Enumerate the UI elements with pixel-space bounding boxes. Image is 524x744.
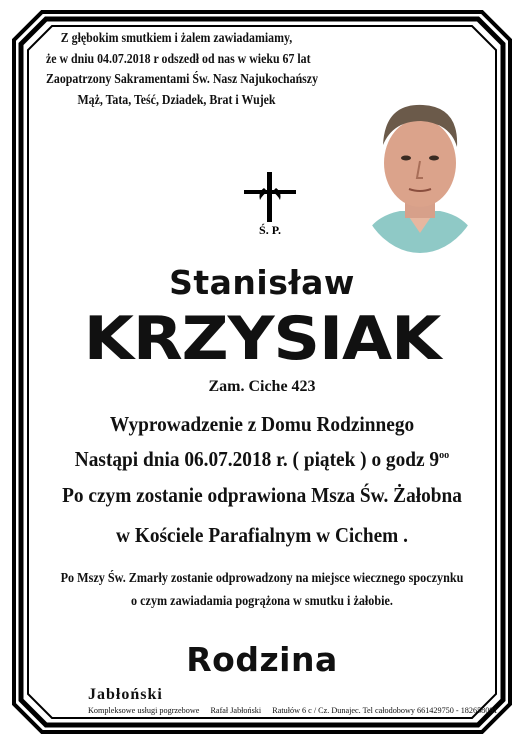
- announcement-intro: [46, 28, 319, 110]
- ceremony-time-minutes: oo: [439, 449, 450, 461]
- cross-label: Ś. P.: [259, 223, 281, 237]
- burial-line: Po Mszy Św. Zmarły zostanie odprowadzony na miejsce wiecznego spoczynku: [60, 570, 464, 585]
- family-signature: Rodzina: [186, 640, 338, 679]
- ceremony-line: Wyprowadzenie z Domu Rodzinnego: [109, 412, 415, 436]
- ceremony-date-line: [21, 447, 503, 472]
- deceased-last-name: KRZYSIAK: [83, 304, 441, 374]
- burial-line: o czym zawiadamia pogrążona w smutku i żałobie.: [131, 593, 393, 608]
- ceremony-line: Po czym zostanie odprawiona Msza Św. Żałobna: [62, 483, 462, 507]
- intro-line: że w dniu 04.07.2018 r odszedł od nas w wieku 67 lat: [46, 50, 311, 66]
- funeral-company-name: Jabłoński: [88, 686, 163, 703]
- deceased-first-name: Stanisław: [169, 263, 355, 302]
- intro-line: Z głębokim smutkiem i żalem zawiadamiamy,: [60, 30, 293, 45]
- funeral-company-details: [88, 706, 507, 715]
- intro-line: Mąż, Tata, Teść, Dziadek, Brat i Wujek: [77, 91, 276, 107]
- portrait-photo: [355, 83, 485, 253]
- company-owner: Rafał Jabłoński: [210, 706, 262, 715]
- company-address: Ratułów 6 c / Cz. Dunajec. Tel całodobowy 661429750 - 182658091: [272, 706, 498, 715]
- company-services: Kompleksowe usługi pogrzebowe: [88, 706, 200, 715]
- ceremony-date-text: Nastąpi dnia 06.07.2018 r. ( piątek ) o godz 9: [74, 447, 440, 471]
- deceased-address: Zam. Ciche 423: [208, 378, 316, 395]
- intro-line: Zaopatrzony Sakramentami Św. Nasz Najukochańszy: [46, 71, 319, 86]
- cross-icon: [236, 170, 306, 245]
- ceremony-line: w Kościele Parafialnym w Cichem .: [116, 523, 408, 547]
